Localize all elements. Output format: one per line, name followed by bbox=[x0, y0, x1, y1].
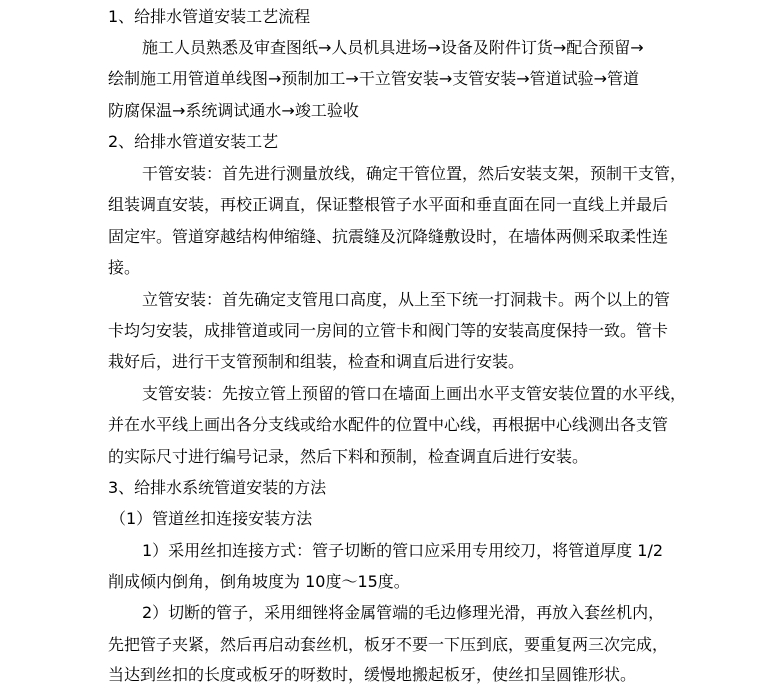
item-2-line-2: 先把管子夹紧，然后再启动套丝机，板牙不要一下压到底，要重复两三次完成， bbox=[108, 635, 669, 654]
riser-paragraph-line-1: 立管安装：首先确定支管甩口高度，从上至下统一打洞栽卡。两个以上的管 bbox=[142, 290, 671, 309]
section-2-heading: 2、给排水管道安装工艺 bbox=[108, 132, 279, 151]
branch-pipe-paragraph-line-3: 的实际尺寸进行编号记录，然后下料和预制，检查调直后进行安装。 bbox=[108, 447, 589, 466]
section-3-subheading: （1）管道丝扣连接安装方法 bbox=[110, 509, 313, 528]
section-1-paragraph-line-1: 施工人员熟悉及审查图纸→人员机具进场→设备及附件订货→配合预留→ bbox=[142, 38, 644, 57]
section-1-heading: 1、给排水管道安装工艺流程 bbox=[108, 7, 311, 26]
item-1-line-2: 削成倾内倒角，倒角坡度为 10度～15度。 bbox=[108, 572, 410, 591]
main-pipe-paragraph-line-3: 固定牢。管道穿越结构伸缩缝、抗震缝及沉降缝敷设时，在墙体两侧采取柔性连 bbox=[108, 227, 669, 246]
section-3-heading: 3、给排水系统管道安装的方法 bbox=[108, 478, 327, 497]
section-1-paragraph-line-3: 防腐保温→系统调试通水→竣工验收 bbox=[108, 101, 359, 120]
section-1-paragraph-line-2: 绘制施工用管道单线图→预制加工→干立管安装→支管安装→管道试验→管道 bbox=[108, 69, 640, 88]
branch-pipe-paragraph-line-2: 并在水平线上画出各分支线或给水配件的位置中心线，再根据中心线测出各支管 bbox=[108, 415, 669, 434]
branch-pipe-paragraph-line-1: 支管安装：先按立管上预留的管口在墙面上画出水平支管安装位置的水平线， bbox=[142, 384, 687, 403]
item-1-line-1: 1）采用丝扣连接方式：管子切断的管口应采用专用绞刀，将管道厚度 1/2 bbox=[142, 541, 664, 560]
riser-paragraph-line-2: 卡均匀安装，成排管道或同一房间的立管卡和阀门等的安装高度保持一致。管卡 bbox=[108, 321, 669, 340]
item-2-line-3: 当达到丝扣的长度或板牙的呀数时，缓慢地搬起板牙，使丝扣呈圆锥形状。 bbox=[108, 665, 637, 684]
main-pipe-paragraph-line-4: 接。 bbox=[108, 258, 141, 277]
item-2-line-1: 2）切断的管子，采用细锉将金属管端的毛边修理光滑，再放入套丝机内， bbox=[142, 603, 665, 622]
main-pipe-paragraph-line-2: 组装调直安装，再校正调直，保证整根管子水平面和垂直面在同一直线上并最后 bbox=[108, 195, 669, 214]
main-pipe-paragraph-line-1: 干管安装：首先进行测量放线，确定干管位置，然后安装支架，预制干支管， bbox=[142, 164, 687, 183]
riser-paragraph-line-3: 栽好后，进行干支管预制和组装，检查和调直后进行安装。 bbox=[108, 352, 525, 371]
